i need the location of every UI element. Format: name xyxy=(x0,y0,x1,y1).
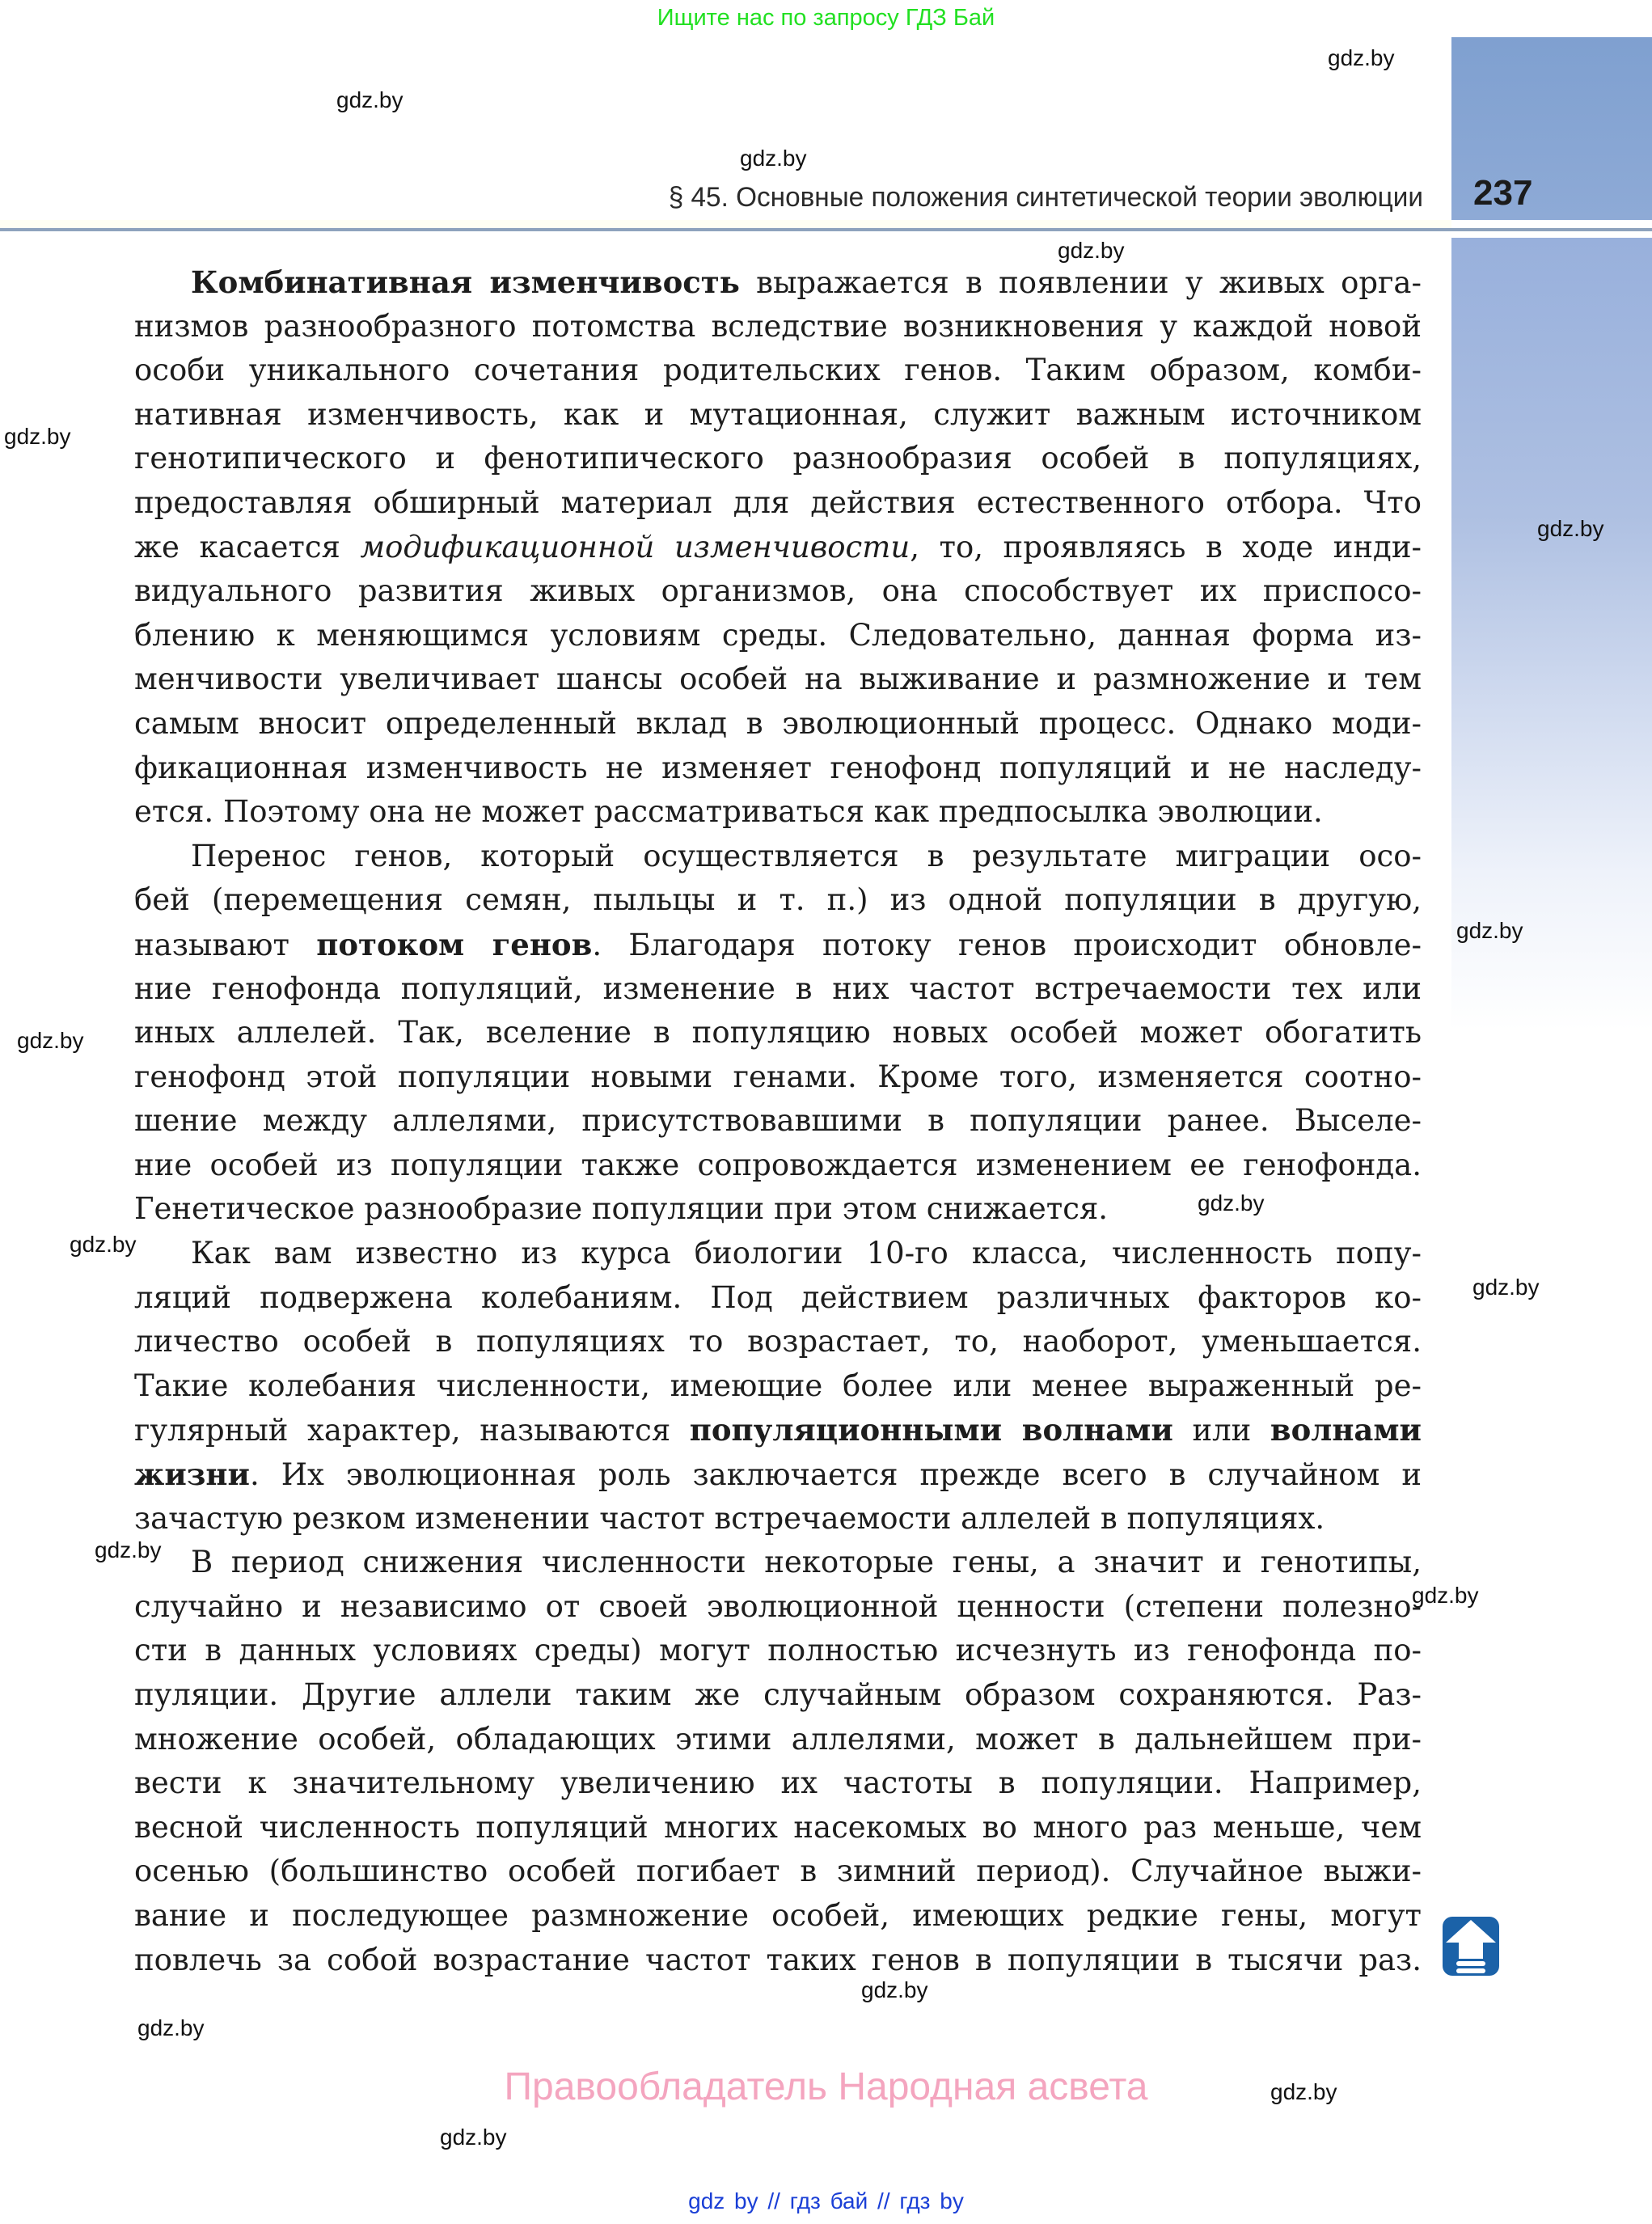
text-run: сти в данных условиях среды) могут полностью исчезнуть из генофонда по- xyxy=(134,1633,1422,1668)
text-run: , то, проявляясь в ходе инди- xyxy=(910,529,1422,564)
bold-term: популяционными волнами xyxy=(689,1412,1173,1448)
text-line xyxy=(134,1629,1422,1673)
text-line xyxy=(134,481,1422,526)
text-run: . Благодаря потоку генов происходит обновле- xyxy=(592,927,1422,962)
text-run: самым вносит определенный вклад в эволюционный процесс. Однако моди- xyxy=(134,705,1422,741)
text-run: зачастую резком изменении частот встречаемости аллелей в популяциях. xyxy=(134,1500,1325,1536)
text-line xyxy=(134,1276,1422,1321)
search-hint-banner: Ищите нас по запросу ГДЗ Бай xyxy=(657,5,995,31)
text-run: Генетическое разнообразие популяции при этом снижается. xyxy=(134,1191,1109,1227)
text-line xyxy=(134,1718,1422,1762)
watermark: gdz.by xyxy=(1456,918,1523,943)
watermark: gdz.by xyxy=(1537,516,1604,541)
watermark: gdz.by xyxy=(861,1977,928,2002)
text-run: ется. Поэтому она не может рассматриваться как предпосылка эволюции. xyxy=(134,794,1323,830)
page-number: 237 xyxy=(1473,173,1533,213)
text-line xyxy=(134,746,1422,791)
home-up-arrow-icon[interactable] xyxy=(1443,1917,1499,1976)
text-line xyxy=(134,1806,1422,1850)
bold-term: жизни xyxy=(134,1457,250,1493)
text-run: блению к меняющимся условиям среды. Следовательно, данная форма из- xyxy=(134,617,1422,653)
text-run: шение между аллелями, присутствовавшими в популяции ранее. Выселе- xyxy=(134,1103,1422,1139)
text-run: Перенос генов, который осуществляется в результате миграции осо- xyxy=(191,838,1422,873)
text-run: вание и последующее размножение особей, имеющих редкие гены, могут xyxy=(134,1897,1422,1933)
text-run: низмов разнообразного потомства вследствие возникновения у каждой новой xyxy=(134,308,1422,344)
text-run: множение особей, обладающих этими аллелями, может в дальнейшем при- xyxy=(134,1721,1422,1757)
text-line xyxy=(134,1144,1422,1188)
watermark: gdz.by xyxy=(1058,238,1125,263)
text-line xyxy=(134,923,1422,967)
text-run: весной численность популяций многих насекомых во много раз меньше, чем xyxy=(134,1809,1422,1845)
text-line xyxy=(134,1099,1422,1144)
text-line xyxy=(134,1452,1422,1497)
text-run: бей (перемещения семян, пыльцы и т. п.) из одной популяции в другую, xyxy=(134,882,1422,918)
text-line xyxy=(134,1364,1422,1409)
text-run: повлечь за собой возрастание частот таких генов в популяции в тысячи раз. xyxy=(134,1942,1422,1977)
text-run: генотипического и фенотипического разнообразия особей в популяциях, xyxy=(134,441,1422,476)
header-rule xyxy=(0,228,1652,231)
text-run: Такие колебания численности, имеющие более или менее выраженный ре- xyxy=(134,1368,1422,1403)
text-run: генофонд этой популяции новыми генами. Кроме того, изменяется соотно- xyxy=(134,1059,1422,1094)
watermark: gdz.by xyxy=(4,424,71,449)
text-run: вести к значительному увеличению их частоты в популяции. Например, xyxy=(134,1765,1422,1801)
text-line xyxy=(134,614,1422,658)
watermark: gdz.by xyxy=(440,2125,507,2150)
text-run: ние генофонда популяций, изменение в них частот встречаемости тех или xyxy=(134,970,1422,1006)
text-line xyxy=(134,1320,1422,1364)
text-line xyxy=(134,967,1422,1012)
text-run: или xyxy=(1172,1413,1270,1448)
text-line xyxy=(134,349,1422,393)
text-run: гулярный характер, называются xyxy=(134,1413,690,1448)
bottom-site-links[interactable]: gdz by // гдз бай // гдз by xyxy=(688,2188,964,2213)
text-line xyxy=(134,1541,1422,1585)
text-line xyxy=(134,790,1422,835)
side-gradient-panel xyxy=(1451,238,1652,1030)
watermark: gdz.by xyxy=(1472,1275,1540,1300)
text-run: фикационная изменчивость не изменяет генофонд популяций и не наследу- xyxy=(134,750,1422,785)
text-line xyxy=(134,702,1422,746)
text-run: иных аллелей. Так, вселение в популяцию новых особей может обогатить xyxy=(134,1015,1422,1051)
text-run: выражается в появлении у живых орга- xyxy=(739,265,1422,300)
text-line xyxy=(134,1497,1422,1541)
text-line xyxy=(134,1585,1422,1630)
copyright-notice: Правообладатель Народная асвета xyxy=(504,2065,1148,2108)
text-line xyxy=(134,393,1422,438)
text-line xyxy=(134,260,1422,305)
watermark: gdz.by xyxy=(137,2015,205,2040)
text-run: пуляции. Другие аллели таким же случайным образом сохраняются. Раз- xyxy=(134,1677,1422,1712)
text-line xyxy=(134,1408,1422,1452)
text-run: ляций подвержена колебаниям. Под действием различных факторов ко- xyxy=(134,1279,1422,1315)
text-line xyxy=(134,1894,1422,1939)
text-run: . Их эволюционная роль заключается прежде всего в случайном и xyxy=(249,1457,1422,1493)
text-run: В период снижения численности некоторые гены, а значит и генотипы, xyxy=(191,1545,1422,1580)
bold-term: Комбинативная изменчивость xyxy=(191,264,740,300)
text-run: осенью (большинство особей погибает в зимний период). Случайное выжи- xyxy=(134,1854,1422,1889)
watermark: gdz.by xyxy=(336,87,403,112)
watermark: gdz.by xyxy=(1412,1583,1479,1608)
text-run: видуального развития живых организмов, она способствует их приспосо- xyxy=(134,573,1422,609)
text-run: случайно и независимо от своей эволюционной ценности (степени полезно- xyxy=(134,1588,1422,1624)
text-run: же касается xyxy=(134,529,361,564)
text-line xyxy=(134,305,1422,349)
text-run: ние особей из популяции также сопровождается изменением ее генофонда. xyxy=(134,1147,1422,1182)
watermark: gdz.by xyxy=(1270,2079,1337,2104)
text-line xyxy=(134,569,1422,614)
text-line xyxy=(134,835,1422,879)
text-run: менчивости увеличивает шансы особей на выживание и размножение и тем xyxy=(134,662,1422,697)
watermark: gdz.by xyxy=(95,1537,162,1562)
text-run: нативная изменчивость, как и мутационная, служит важным источником xyxy=(134,396,1422,432)
text-line xyxy=(134,1761,1422,1806)
text-run: личество особей в популяциях то возрастает, то, наоборот, уменьшается. xyxy=(134,1324,1422,1359)
text-line xyxy=(134,437,1422,481)
text-run: Как вам известно из курса биологии 10-го класса, численность попу- xyxy=(191,1236,1422,1271)
italic-term: модификационной изменчивости xyxy=(360,529,911,564)
text-line xyxy=(134,1011,1422,1055)
watermark: gdz.by xyxy=(740,146,807,171)
bold-term: потоком генов xyxy=(316,926,593,962)
text-run: предоставляя обширный материал для действия естественного отбора. Что xyxy=(134,484,1422,520)
text-line xyxy=(134,526,1422,570)
text-line xyxy=(134,1673,1422,1718)
watermark: gdz.by xyxy=(1198,1190,1265,1216)
watermark: gdz.by xyxy=(70,1232,137,1257)
text-line xyxy=(134,1232,1422,1276)
watermark: gdz.by xyxy=(17,1028,84,1053)
text-line xyxy=(134,1850,1422,1894)
text-run: называют xyxy=(134,927,317,962)
text-line xyxy=(134,1939,1422,1983)
section-title: § 45. Основные положения синтетической теории эволюции xyxy=(668,182,1423,213)
body-text xyxy=(134,260,1422,1982)
bold-term: волнами xyxy=(1270,1412,1422,1448)
text-line xyxy=(134,1055,1422,1100)
watermark: gdz.by xyxy=(1328,45,1395,70)
text-line xyxy=(134,878,1422,923)
text-run: особи уникального сочетания родительских генов. Таким образом, комби- xyxy=(134,353,1422,388)
text-line xyxy=(134,657,1422,702)
